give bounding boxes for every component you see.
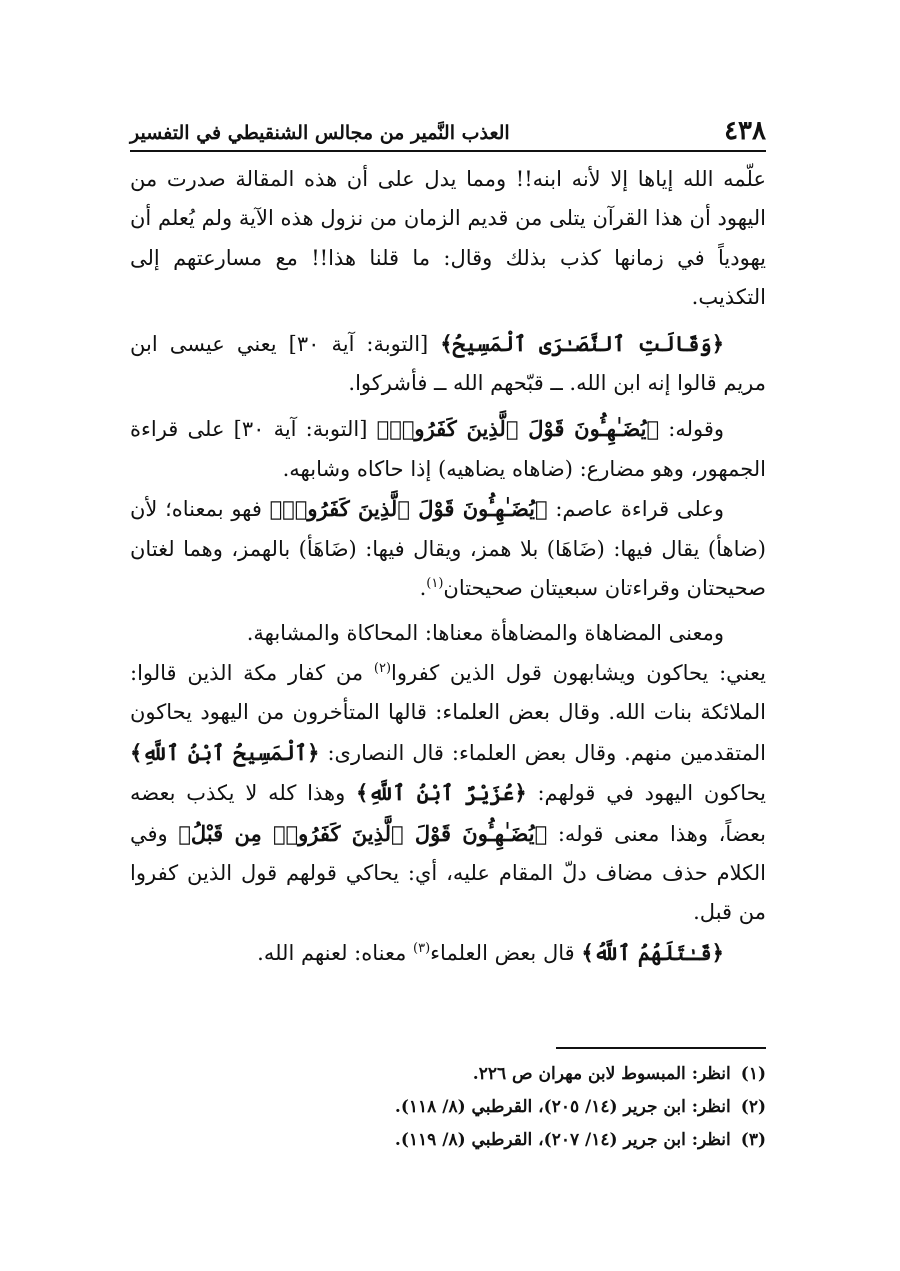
paragraph-text: [التوبة: آية ٣٠] يعني عيسى ابن مريم قالوا إنه ابن الله. ــ قبّحهم الله ــ فأشركوا.: [130, 331, 766, 396]
footnote-ref-1: (١): [426, 576, 444, 592]
quran-verse: ﴿ٱلْمَسِيحُ ٱبْنُ ٱللَّهِ﴾: [130, 739, 320, 765]
paragraph-text: قال بعض العلماء: [430, 940, 582, 965]
footnote-text: انظر: ابن جرير (١٤/ ٢٠٧)، القرطبي (٨/ ١١٩).: [394, 1130, 731, 1150]
paragraph-text: يعني: يحاكون ويشابهون قول الذين كفروا: [391, 660, 766, 685]
quran-verse: ﴿عُزَيْرٌ ٱبْنُ ٱللَّهِ﴾: [356, 780, 527, 806]
running-title: العذب النَّمير من مجالس الشنقيطي في التفسير: [130, 122, 510, 144]
footnote-ref-2: (٢): [373, 660, 392, 676]
paragraph-text: وهذا كله لا يكذب بعضه بعضاً، وهذا معنى قوله:: [130, 781, 767, 846]
page-header: [130, 112, 766, 146]
paragraph-5: ومعنى المضاهاة والمضاهأة معناها: المحاكاة والمشابهة.: [246, 621, 724, 646]
quran-verse: ﴿وَقَالَتِ ٱلنَّصَـٰرَى ٱلْمَسِيحُ﴾: [440, 330, 724, 356]
quran-verse: ﴿قَـٰتَلَهُمُ ٱللَّهُ﴾: [581, 939, 724, 965]
header-rule: [130, 150, 766, 152]
paragraph-text: وفي الكلام حذف مضاف دلّ المقام عليه، أي: يحاكي قولهم قول الذين كفروا من قبل.: [130, 821, 766, 925]
footnotes: [130, 1058, 766, 1157]
paragraph-text: [التوبة: آية ٣٠] على قراءة الجمهور، وهو مضارع: (ضاهاه يضاهيه) إذا حاكاه وشابهه.: [130, 417, 766, 481]
footnote-2: [130, 1091, 766, 1124]
footnote-number: (٣): [740, 1130, 766, 1150]
footnote-3: [130, 1124, 766, 1157]
footnote-ref-3: (٣): [413, 940, 431, 956]
footnote-text: انظر: المبسوط لابن مهران ص ٢٢٦.: [472, 1064, 731, 1084]
quran-verse: ﴿يُضَـٰهِـُٔونَ قَوْلَ ٱلَّذِينَ كَفَرُوا۟﴾: [376, 416, 660, 442]
paragraph-1: علّمه الله إياها إلا لأنه ابنه!! ومما يدل على أن هذه المقالة صدرت من اليهود أن هذا القرآن يتلى من قديم الزمان من نزول هذه الآية ولم يُعلم أن يهودياً في زمانها كذب بذلك وقال: ما قلنا هذا!! مع مسارعتهم إلى التكذيب.: [130, 167, 766, 310]
footnote-1: [130, 1058, 766, 1091]
page-number: ٤٣٨: [724, 116, 766, 146]
footnote-text: انظر: ابن جرير (١٤/ ٢٠٥)، القرطبي (٨/ ١١٨).: [394, 1097, 731, 1117]
paragraph-3: [130, 409, 766, 489]
footnote-number: (٢): [740, 1097, 766, 1117]
paragraph-text: معناه: لعنهم الله.: [257, 940, 414, 965]
paragraph-4: [130, 489, 766, 608]
footnote-number: (١): [740, 1064, 766, 1084]
paragraph-7: [130, 933, 766, 973]
paragraph-intro: وقوله:: [659, 417, 724, 442]
paragraph-text: فهو بمعناه؛ لأن (ضاهأ) يقال فيها: (ضَاهَا) بلا همز، ويقال فيها: (ضَاهَأ) بالهمز، وهما لغتان صحيحتان وقراءتان سبعيتان صحيحتان: [130, 497, 766, 601]
quran-verse: ﴿يُضَـٰهِـُٔونَ قَوْلَ ٱلَّذِينَ كَفَرُوا۟﴾: [269, 496, 548, 522]
quran-verse: ﴿يُضَـٰهِـُٔونَ قَوْلَ ٱلَّذِينَ كَفَرُوا۟ مِن قَبْلُ﴾: [178, 820, 548, 846]
paragraph-2: [130, 324, 766, 404]
paragraph-6: [130, 654, 766, 933]
paragraph-text: من كفار مكة الذين قالوا: الملائكة بنات الله. وقال بعض العلماء: قالها المتأخرون من اليهود يحاكون المتقدمين منهم. وقال بعض العلماء: قال النصارى:: [130, 660, 766, 765]
paragraph-text: يحاكون اليهود في قولهم:: [526, 781, 766, 806]
paragraph-intro: وعلى قراءة عاصم:: [547, 497, 724, 522]
footnote-separator: [556, 1047, 766, 1049]
paragraph-end: .: [419, 576, 427, 601]
main-text: [130, 160, 766, 973]
